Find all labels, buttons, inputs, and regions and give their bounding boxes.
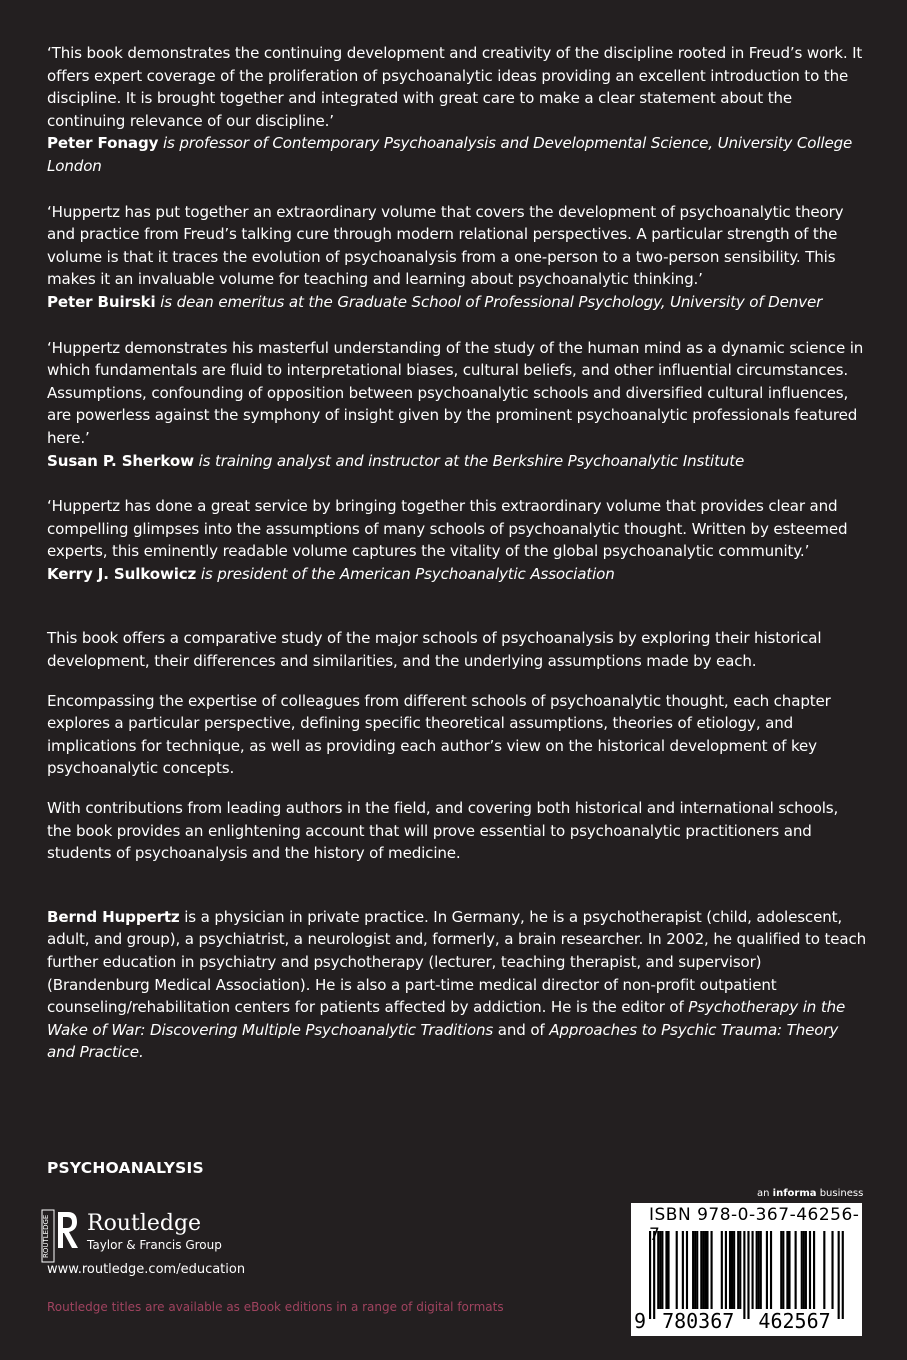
barcode-bar — [831, 1231, 833, 1309]
barcode-bar — [731, 1231, 733, 1309]
routledge-logo — [40, 1208, 280, 1264]
barcode-bar — [795, 1231, 797, 1309]
description-paragraph: With contributions from leading authors in the field, and covering both historical and international schools, the book provides an enlightening account that will prove essential to psychoanalytic practitioners and students of psychoanalysis and the history of medicine. — [47, 799, 839, 863]
barcode-bar — [659, 1231, 661, 1309]
endorsement-quote: ‘This book demonstrates the continuing development and creativity of the discipline rooted in Freud’s work. It offers expert coverage of the proliferation of psychoanalytic ideas providing an excellent introduction to the discipline. It is brought together and integrated with great care to make a clear statement about the continuing relevance of our discipline.’ — [47, 44, 863, 130]
publisher-group: Taylor & Francis Group — [87, 1238, 222, 1252]
book-title: Approaches to Psychic Trauma: Theory and Practice. — [47, 1020, 839, 1062]
endorsement-quote: ‘Huppertz demonstrates his masterful understanding of the study of the human mind as a dynamic science in which fundamentals are fluid to interpretational biases, cultural beliefs, and other influential circumstances. Assumptions, confounding of opposition between psychoanalytic schools and diversified cultural influences, are powerless against the symphony of insight given by the prominent psychoanalytic professionals featured here.’ — [47, 338, 864, 447]
barcode-bar — [657, 1231, 659, 1309]
barcode-bar — [747, 1231, 749, 1319]
barcode-bar — [786, 1231, 788, 1309]
barcode-bar — [682, 1231, 684, 1309]
informa-suffix: business — [816, 1188, 864, 1199]
barcode-icon — [631, 1229, 862, 1336]
barcode-bar — [739, 1231, 741, 1309]
barcode-bar — [842, 1231, 844, 1319]
barcode-bar — [813, 1231, 815, 1309]
barcode-bar — [782, 1231, 784, 1309]
barcode-bar — [704, 1231, 706, 1309]
barcode-bar — [676, 1231, 678, 1309]
barcode-bar — [733, 1231, 735, 1309]
description-paragraph: This book offers a comparative study of the major schools of psychoanalysis by exploring their historical development, their differences and similarities, and the underlying assumptions made by each. — [47, 629, 822, 671]
isbn-barcode — [631, 1203, 862, 1336]
logo-wordmark — [87, 1211, 222, 1253]
barcode-bar — [694, 1231, 696, 1309]
back-cover-text — [47, 42, 867, 1064]
endorser-role: is president of the American Psychoanalytic Association — [200, 564, 615, 583]
ebook-note: Routledge titles are available as eBook editions in a range of digital formats — [47, 1300, 504, 1314]
barcode-bar — [686, 1231, 688, 1309]
barcode-bar — [823, 1231, 825, 1309]
endorsement-attribution — [47, 450, 867, 473]
isbn-label: ISBN 978-0-367-46256- — [649, 1205, 860, 1225]
barcode-bar — [743, 1231, 745, 1319]
endorsement-attribution — [47, 132, 867, 177]
subject-category: PSYCHOANALYSIS — [47, 1159, 204, 1177]
endorser-name: Peter Buirski — [47, 292, 156, 311]
author-name: Bernd Huppertz — [47, 907, 180, 926]
endorsement-quote: ‘Huppertz has done a great service by bringing together this extraordinary volume that provides clear and compelling glimpses into the assumptions of many schools of psychoanalytic thought. Written by esteemed experts, this eminently readable volume captures the vitality of the global psychoanalytic community.’ — [47, 497, 848, 561]
routledge-r-icon — [40, 1208, 80, 1264]
barcode-bar — [706, 1231, 708, 1309]
barcode-bar — [760, 1231, 762, 1309]
bio-text: is a physician in private practice. In Germany, he is a psychotherapist (child, adolescent, adult, and group), a psychiatrist, a neurologist and, formerly, a brain researcher. In 2002, he qualified to teach further education in psychiatry and psychotherapy (lecturer, teaching therapist, and supervisor) (Brandenburg Medical Association). He is also a part-time medical director of non-profit outpatient counseling/rehabilitation centers for patients affected by addiction. He is the editor of — [47, 907, 867, 1017]
barcode-bar — [649, 1231, 651, 1319]
author-bio — [47, 906, 867, 1064]
barcode-bar — [729, 1231, 731, 1309]
barcode-bar — [737, 1231, 739, 1309]
barcode-bar — [692, 1231, 694, 1309]
barcode-digits: 780367 — [662, 1309, 735, 1333]
barcode-bar — [752, 1231, 754, 1309]
barcode-bar — [809, 1231, 811, 1309]
barcode-bar — [702, 1231, 704, 1309]
endorsement-attribution — [47, 291, 867, 314]
endorser-role: is professor of Contemporary Psychoanalysis and Developmental Science, University College London — [47, 134, 853, 175]
svg-text:ROUTLEDGE: ROUTLEDGE — [42, 1214, 50, 1258]
barcode-bar — [801, 1231, 803, 1309]
barcode-bar — [780, 1231, 782, 1309]
barcode-bar — [653, 1231, 655, 1319]
barcode-bar — [696, 1231, 698, 1309]
barcode-digits: 462567 — [758, 1309, 831, 1333]
barcode-bar — [725, 1231, 727, 1309]
book-title: Psychotherapy in the Wake of War: Discovering Multiple Psychoanalytic Traditions — [47, 998, 846, 1039]
endorser-name: Susan P. Sherkow — [47, 451, 194, 470]
barcode-bar — [661, 1231, 663, 1309]
informa-brand: informa — [772, 1188, 817, 1199]
publisher-url: www.routledge.com/education — [47, 1262, 246, 1277]
endorser-role: is dean emeritus at the Graduate School of Professional Psychology, University of Denver — [160, 292, 823, 311]
barcode-bar — [667, 1231, 669, 1309]
publisher-name: Routledge — [87, 1211, 202, 1236]
barcode-bar — [700, 1231, 702, 1309]
barcode-bar — [770, 1231, 772, 1309]
endorser-name: Peter Fonagy — [47, 134, 159, 153]
endorsement — [47, 337, 867, 473]
barcode-bar — [721, 1231, 723, 1309]
description-paragraph: Encompassing the expertise of colleagues from different schools of psychoanalytic thought, each chapter explores a particular perspective, defining specific theoretical assumptions, theories of etiology, and implications for technique, as well as providing each author’s view on the historical development of key psychoanalytic concepts. — [47, 691, 831, 778]
bio-text: and of — [493, 1020, 550, 1039]
endorser-name: Kerry J. Sulkowicz — [47, 564, 197, 583]
barcode-bar — [756, 1231, 758, 1309]
barcode-bar — [803, 1231, 805, 1309]
endorsement — [47, 201, 867, 314]
informa-prefix: an — [757, 1188, 773, 1199]
barcode-digits: 9 — [633, 1309, 647, 1333]
barcode-bar — [758, 1231, 760, 1309]
barcode-bar — [788, 1231, 790, 1309]
barcode-bar — [665, 1231, 667, 1309]
endorsement — [47, 495, 867, 585]
endorsement-quote: ‘Huppertz has put together an extraordinary volume that covers the development of psychoanalytic theory and practice from Freud’s talking cure through modern relational perspectives. A particular strength of the volume is that it traces the evolution of psychoanalysis from a one-person to a two-person sensibility. This makes it an invaluable volume for teaching and learning about psychoanalytic thinking.’ — [47, 202, 844, 289]
barcode-bar — [766, 1231, 768, 1309]
barcode-bar — [711, 1231, 713, 1309]
endorsement-attribution — [47, 563, 867, 586]
informa-tagline — [757, 1188, 863, 1199]
barcode-bar — [838, 1231, 840, 1319]
endorsement — [47, 42, 867, 178]
barcode-bar — [805, 1231, 807, 1309]
endorser-role: is training analyst and instructor at the Berkshire Psychoanalytic Institute — [198, 451, 745, 470]
